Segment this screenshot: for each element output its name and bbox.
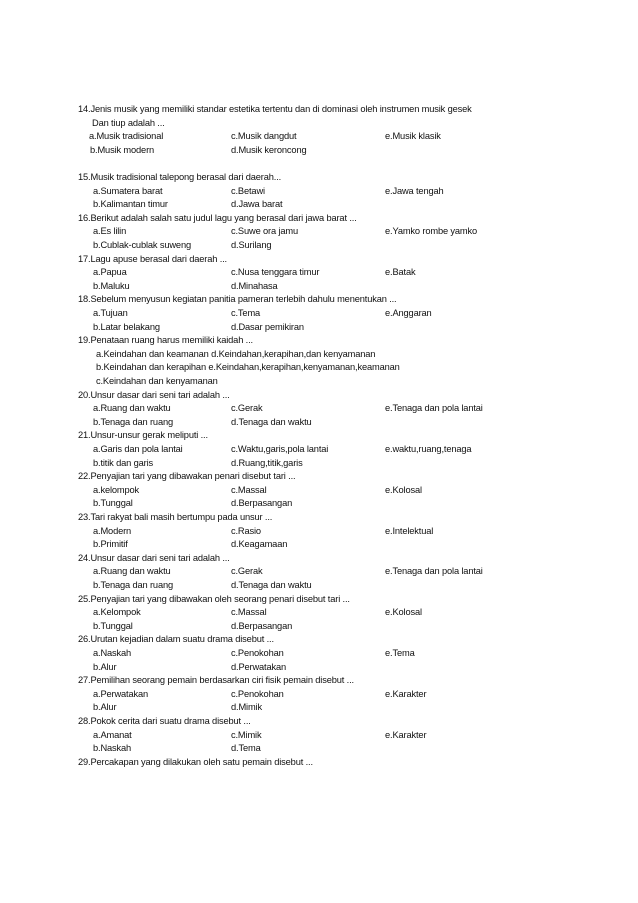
question-text: 17.Lagu apuse berasal dari daerah ... bbox=[78, 253, 227, 264]
question-text: 26.Urutan kejadian dalam suatu drama disebut ... bbox=[78, 634, 274, 645]
answer-option: a.Musik tradisional bbox=[89, 131, 164, 142]
answer-option: a.Papua bbox=[93, 267, 127, 278]
answer-option: d.Perwatakan bbox=[231, 661, 287, 672]
answer-option: b.Alur bbox=[93, 661, 117, 672]
answer-option: c.Tema bbox=[231, 308, 261, 318]
answer-option: b.Alur bbox=[93, 702, 117, 713]
question-text: 28.Pokok cerita dari suatu drama disebut ... bbox=[78, 716, 251, 726]
answer-option: d.Musik keroncong bbox=[231, 144, 307, 155]
answer-option: c.Musik dangdut bbox=[231, 131, 297, 142]
answer-option: c.Mimik bbox=[231, 729, 262, 740]
answer-option: b.Primitif bbox=[93, 539, 128, 550]
answer-option: a.Es lilin bbox=[93, 226, 127, 237]
question-text: 19.Penataan ruang harus memiliki kaidah ... bbox=[78, 335, 253, 346]
answer-option: a.Sumatera barat bbox=[93, 185, 163, 196]
answer-option: a.kelompok bbox=[93, 484, 140, 495]
answer-option: c.Betawi bbox=[231, 185, 265, 196]
question-text: 18.Sebelum menyusun kegiatan panitia pameran terlebih dahulu menentukan ... bbox=[78, 294, 397, 305]
question-text: 15.Musik tradisional talepong berasal dari daerah... bbox=[78, 172, 282, 182]
answer-option: e.Tenaga dan pola lantai bbox=[385, 566, 483, 577]
answer-option: d.Dasar pemikiran bbox=[231, 321, 304, 332]
answer-option: b.Kalimantan timur bbox=[93, 199, 168, 210]
answer-option: e.Karakter bbox=[385, 688, 427, 699]
question-text: 23.Tari rakyat bali masih bertumpu pada unsur ... bbox=[78, 512, 273, 522]
question-continuation: Dan tiup adalah ... bbox=[92, 117, 165, 128]
answer-option: b.Musik modern bbox=[90, 144, 155, 155]
answer-option: d.Surilang bbox=[231, 240, 272, 250]
answer-option: b.Tunggal bbox=[93, 620, 133, 631]
answer-option-line: a.Keindahan dan keamanan d.Keindahan,kerapihan,dan kenyamanan bbox=[96, 348, 376, 359]
answer-option: b.Cublak-cublak suweng bbox=[93, 240, 191, 250]
answer-option: c.Nusa tenggara timur bbox=[231, 267, 320, 278]
question-text: 24.Unsur dasar dari seni tari adalah ... bbox=[78, 552, 230, 563]
answer-option: b.Naskah bbox=[93, 743, 132, 754]
answer-option: b.Latar belakang bbox=[93, 321, 160, 332]
answer-option: b.Maluku bbox=[93, 280, 130, 291]
answer-option: e.Intelektual bbox=[385, 525, 434, 536]
answer-option: d.Berpasangan bbox=[231, 498, 293, 509]
answer-option: c.Massal bbox=[231, 484, 267, 495]
question-text: 22.Penyajian tari yang dibawakan penari disebut tari ... bbox=[78, 471, 296, 482]
answer-option: a.Perwatakan bbox=[93, 688, 149, 699]
answer-option: a.Tujuan bbox=[93, 308, 128, 318]
answer-option: e.waktu,ruang,tenaga bbox=[385, 444, 472, 454]
answer-option: c.Penokohan bbox=[231, 688, 284, 699]
answer-option: e.Kolosal bbox=[385, 484, 422, 495]
answer-option: d.Tenaga dan waktu bbox=[231, 416, 312, 427]
answer-option: d.Keagamaan bbox=[231, 539, 288, 550]
answer-option: b.titik dan garis bbox=[93, 457, 153, 468]
answer-option: d.Jawa barat bbox=[231, 199, 283, 210]
answer-option: c.Penokohan bbox=[231, 648, 284, 658]
answer-option: a.Ruang dan waktu bbox=[93, 566, 171, 577]
answer-option: e.Batak bbox=[385, 267, 416, 278]
answer-option: d.Minahasa bbox=[231, 280, 278, 291]
answer-option: d.Tenaga dan waktu bbox=[231, 580, 312, 590]
answer-option: a.Kelompok bbox=[93, 607, 141, 618]
question-text: 25.Penyajian tari yang dibawakan oleh seorang penari disebut tari ... bbox=[78, 593, 350, 604]
answer-option: c.Gerak bbox=[231, 403, 263, 414]
answer-option: e.Karakter bbox=[385, 729, 427, 740]
answer-option: b.Tenaga dan ruang bbox=[93, 580, 174, 590]
answer-option: b.Tunggal bbox=[93, 498, 133, 509]
answer-option: e.Anggaran bbox=[385, 308, 432, 318]
answer-option: d.Berpasangan bbox=[231, 620, 293, 631]
answer-option: a.Ruang dan waktu bbox=[93, 403, 171, 414]
answer-option: a.Modern bbox=[93, 525, 132, 536]
answer-option: c.Massal bbox=[231, 607, 267, 618]
question-text: 21.Unsur-unsur gerak meliputi ... bbox=[78, 430, 208, 441]
answer-option: c.Suwe ora jamu bbox=[231, 226, 298, 237]
answer-option-line: b.Keindahan dan kerapihan e.Keindahan,kerapihan,kenyamanan,keamanan bbox=[96, 362, 400, 373]
answer-option: b.Tenaga dan ruang bbox=[93, 416, 174, 427]
answer-option: a.Amanat bbox=[93, 729, 132, 740]
answer-option: e.Musik klasik bbox=[385, 131, 441, 142]
answer-option: c.Gerak bbox=[231, 566, 263, 577]
answer-option: e.Yamko rombe yamko bbox=[385, 226, 478, 237]
answer-option: d.Tema bbox=[231, 743, 261, 754]
answer-option: a.Garis dan pola lantai bbox=[93, 444, 183, 454]
answer-option-line: c.Keindahan dan kenyamanan bbox=[96, 376, 218, 386]
answer-option: a.Naskah bbox=[93, 648, 132, 658]
answer-option: e.Jawa tengah bbox=[385, 185, 444, 196]
question-text: 16.Berikut adalah salah satu judul lagu yang berasal dari jawa barat ... bbox=[78, 212, 357, 223]
answer-option: c.Waktu,garis,pola lantai bbox=[231, 444, 329, 454]
question-text: 27.Pemilihan seorang pemain berdasarkan ciri fisik pemain disebut ... bbox=[78, 675, 354, 686]
answer-option: e.Tema bbox=[385, 648, 415, 658]
answer-option: e.Tenaga dan pola lantai bbox=[385, 403, 483, 414]
question-text: 20.Unsur dasar dari seni tari adalah ... bbox=[78, 389, 230, 400]
answer-option: e.Kolosal bbox=[385, 607, 422, 618]
answer-option: d.Mimik bbox=[231, 702, 262, 713]
answer-option: c.Rasio bbox=[231, 525, 261, 536]
answer-option: d.Ruang,titik,garis bbox=[231, 457, 303, 468]
question-text: 14.Jenis musik yang memiliki standar estetika tertentu dan di dominasi oleh instrumen musik gesek bbox=[78, 104, 472, 114]
question-text: 29.Percakapan yang dilakukan oleh satu pemain disebut ... bbox=[78, 756, 313, 767]
